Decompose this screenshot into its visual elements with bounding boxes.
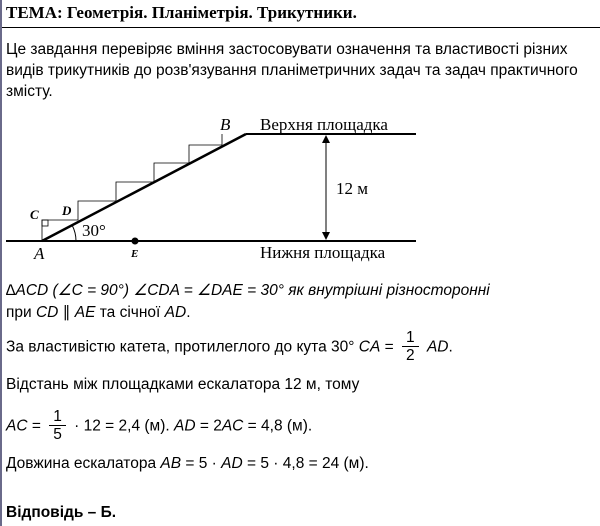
top-platform-label: Верхня площадка bbox=[260, 115, 388, 134]
label-e: E bbox=[131, 248, 139, 260]
height-label: 12 м bbox=[336, 179, 369, 198]
label-d: D bbox=[62, 203, 72, 218]
task-description: Це завдання перевіряє вміння застосовувати означення та властивості різних видів трикутників до розв'язування планіметричних задач та задач практичного змісту. bbox=[6, 41, 578, 100]
left-border bbox=[0, 0, 2, 526]
label-b: B bbox=[220, 115, 231, 134]
height-arrow-bottom bbox=[322, 232, 330, 240]
title-divider bbox=[2, 27, 600, 28]
solution-line-1: ∆ACD (∠C = 90°) ∠CDA = ∠DAE = 30° як внутрішні різносторонні bbox=[6, 282, 490, 299]
angle-arc bbox=[72, 225, 76, 241]
escalator-steps bbox=[42, 134, 222, 241]
solution-line-3: За властивістю катета, протилеглого до кута 30° CA = $\frac{1}{2}$ AD. bbox=[6, 329, 453, 364]
label-a: A bbox=[34, 244, 45, 262]
height-arrow-top bbox=[322, 135, 330, 143]
fraction-one-fifth: $\frac{1}{5}$ bbox=[49, 409, 66, 444]
solution-line-2: при CD ∥ AE та січної AD. bbox=[6, 304, 191, 321]
escalator-line bbox=[42, 134, 246, 241]
right-angle-mark bbox=[42, 220, 48, 226]
label-c: C bbox=[30, 207, 39, 222]
answer: Відповідь – Б. bbox=[6, 504, 117, 521]
page-title: ТЕМА: Геометрія. Планіметрія. Трикутники. bbox=[6, 3, 357, 22]
solution-line-4: Відстань між площадками ескалатора 12 м, тому bbox=[6, 376, 360, 393]
bottom-platform-label: Нижня площадка bbox=[260, 243, 386, 262]
solution-line-6: Довжина ескалатора AB = 5 · AD = 5 · 4,8 = 24 (м). bbox=[6, 455, 369, 472]
escalator-figure bbox=[4, 112, 424, 262]
point-e bbox=[132, 238, 139, 245]
solution-line-5: AC = $\frac{1}{5}$ · 12 = 2,4 (м). AD = 2AC = 4,8 (м). bbox=[6, 408, 313, 443]
angle-label: 30° bbox=[82, 221, 106, 240]
fraction-one-half: $\frac{1}{2}$ bbox=[402, 330, 419, 365]
